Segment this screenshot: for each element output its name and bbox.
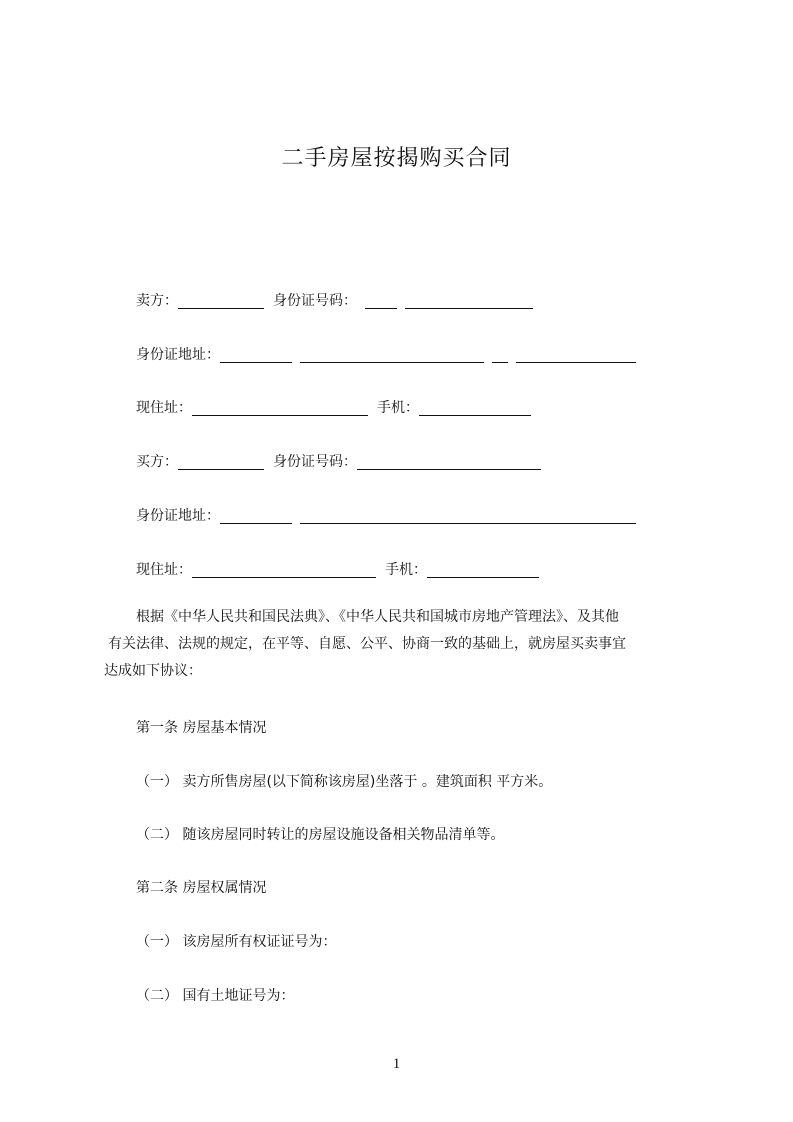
buyer-label: 买方： [136,454,178,470]
article-1-heading: 第一条 房屋基本情况 [136,720,267,736]
buyer-current-row [136,560,539,580]
buyer-address-blank-1[interactable] [220,509,292,524]
seller-address-blank-4[interactable] [516,348,636,363]
article-1-item-1: （一） 卖方所售房屋(以下简称该房屋)坐落于 。建筑面积 平方米。 [136,774,553,790]
buyer-id-blank[interactable] [357,455,541,470]
seller-address-blank-1[interactable] [220,348,292,363]
seller-address-blank-2[interactable] [300,348,484,363]
seller-current-label: 现住址： [136,400,192,416]
seller-name-blank[interactable] [178,294,264,309]
seller-id-blank-2[interactable] [405,294,533,309]
buyer-id-label: 身份证号码： [273,454,357,470]
seller-current-row [136,398,531,418]
buyer-phone-blank[interactable] [427,563,539,578]
article-2-item-2: （二） 国有土地证号为： [136,988,295,1004]
seller-address-label: 身份证地址： [136,347,220,363]
buyer-address-row [136,506,636,526]
buyer-name-blank[interactable] [178,455,264,470]
buyer-current-label: 现住址： [136,562,192,578]
seller-address-row [136,345,636,365]
seller-phone-blank[interactable] [419,401,531,416]
buyer-address-label: 身份证地址： [136,508,220,524]
buyer-name-row [136,452,541,472]
article-2-heading: 第二条 房屋权属情况 [136,880,267,896]
document-title: 二手房屋按揭购买合同 [281,146,512,171]
seller-name-row [136,291,533,311]
buyer-current-blank[interactable] [192,563,376,578]
seller-id-blank-1[interactable] [365,294,397,309]
preamble-line-3: 达成如下协议： [104,663,202,679]
seller-id-label: 身份证号码： [273,293,357,309]
preamble-line-1: 根据《中华人民共和国民法典》、《中华人民共和国城市房地产管理法》、及其他 [136,609,619,625]
seller-label: 卖方： [136,293,178,309]
seller-phone-label: 手机： [377,400,419,416]
article-2-item-1: （一） 该房屋所有权证证号为： [136,934,337,950]
buyer-address-blank-2[interactable] [300,509,636,524]
buyer-phone-label: 手机： [385,562,427,578]
article-1-item-2: （二） 随该房屋同时转让的房屋设施设备相关物品清单等。 [136,827,505,843]
seller-current-blank[interactable] [192,401,368,416]
preamble-line-2: 有关法律、法规的规定，在平等、自愿、公平、协商一致的基础上，就房屋买卖事宜 [108,636,626,652]
page-number: 1 [392,1056,401,1072]
seller-address-blank-3[interactable] [492,348,508,363]
preamble-paragraph [104,604,714,685]
